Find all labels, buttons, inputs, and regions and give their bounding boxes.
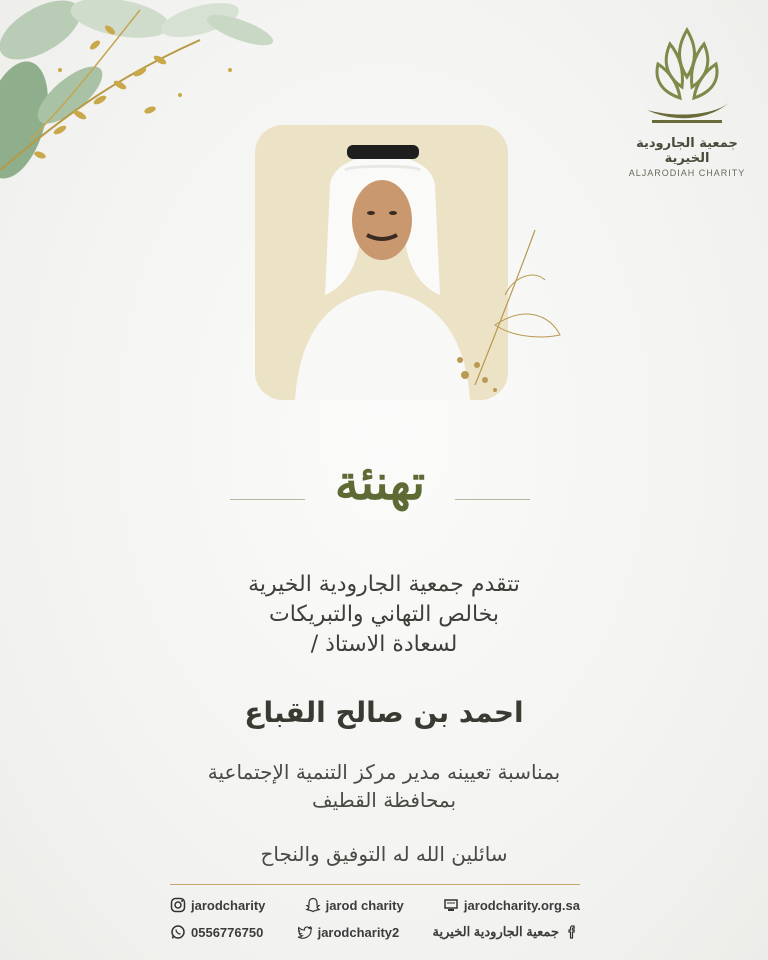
facebook-contact[interactable] [433,924,580,940]
contacts-row-1 [170,894,580,916]
honoree-name: احمد بن صالح القباع [244,696,524,729]
wheat-sheaf-logo-icon [632,22,742,132]
twitter-contact[interactable] [297,924,400,940]
whatsapp-icon [170,924,186,940]
footer-divider [170,884,580,885]
whatsapp-contact[interactable] [170,924,263,940]
charity-logo [622,22,752,178]
instagram-contact[interactable] [170,897,265,913]
greeting-heading [230,455,530,535]
occasion-line-2: بمحافظة القطيف [311,788,457,812]
twitter-handle: jarodcharity2 [317,924,400,940]
sprig-decoration-icon [455,225,565,395]
intro-line-2: بخالص التهاني والتبريكات [269,602,499,627]
website-contact[interactable] [443,897,580,913]
intro-line-1: تتقدم جمعية الجارودية الخيرية [248,572,520,597]
contacts-footer [170,890,580,950]
website-url: jarodcharity.org.sa [463,897,580,913]
instagram-icon [170,897,186,913]
snapchat-icon [305,897,321,913]
website-icon [443,897,459,913]
whatsapp-number: 0556776750 [191,924,264,940]
twitter-icon [297,924,313,940]
snapchat-handle: jarod charity [325,897,404,913]
logo-name-english: ALJARODIAH CHARITY [628,168,746,178]
intro-line-3: لسعادة الاستاذ / [310,632,458,657]
facebook-icon [564,924,580,940]
facebook-page: جمعية الجارودية الخيرية [432,924,559,939]
instagram-handle: jarodcharity [191,897,266,913]
occasion-text [0,758,768,814]
occasion-line-1: بمناسبة تعيينه مدير مركز التنمية الإجتماعية [207,760,561,784]
logo-name-arabic: جمعية الجارودية الخيرية [636,136,738,166]
contacts-row-2 [170,921,580,943]
wish-text: سائلين الله له التوفيق والنجاح [260,842,508,866]
snapchat-contact[interactable] [305,897,404,913]
heading-right-rule [455,499,530,500]
intro-text [0,570,768,660]
heading-title: تهنئة [334,455,426,511]
